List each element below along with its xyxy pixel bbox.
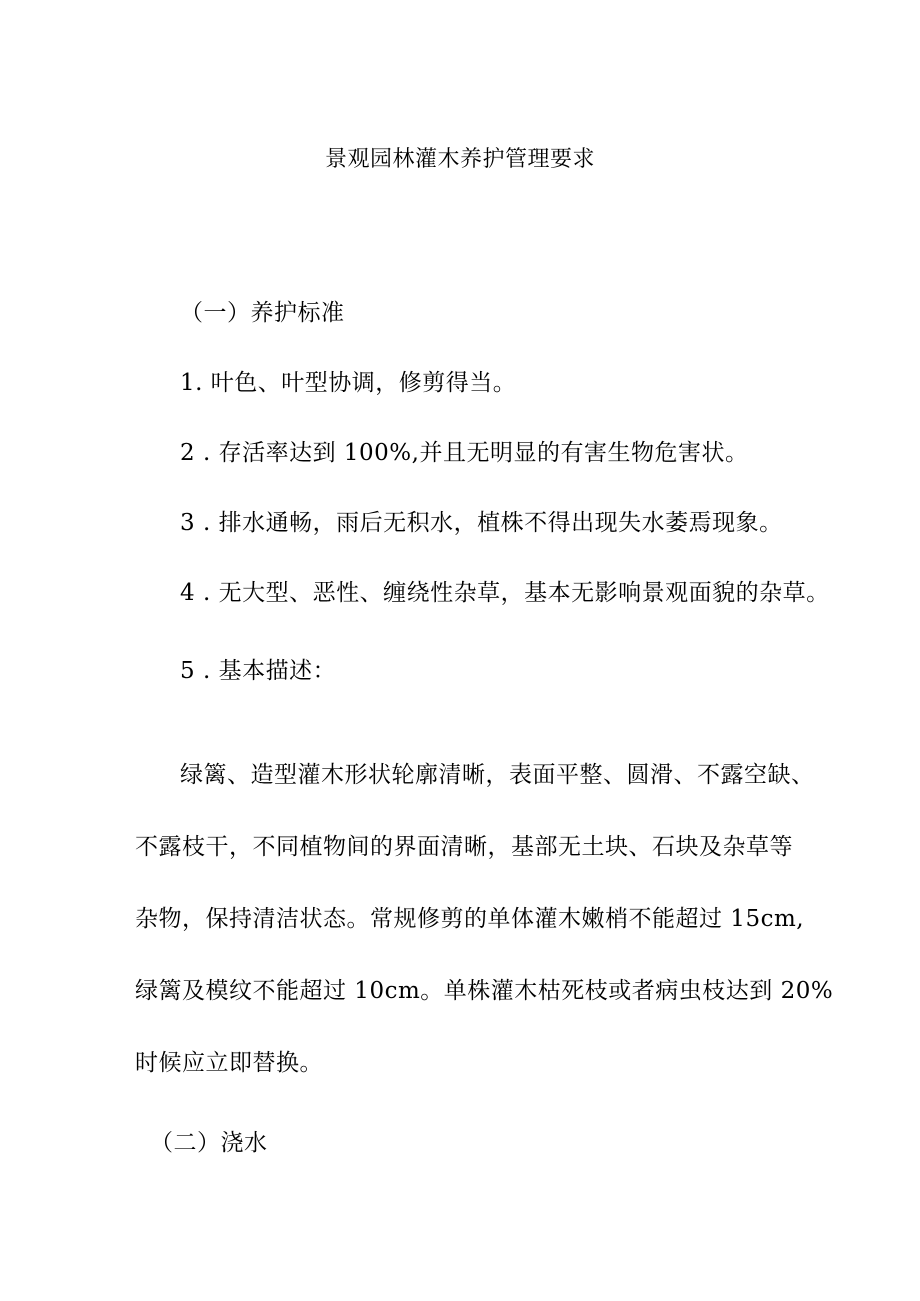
description-paragraph [135,760,834,1120]
section-heading-watering: （二）浇水 [150,1130,268,1156]
list-item: 5 . 基本描述： [180,658,337,684]
paragraph-line: 绿篱及模纹不能超过 10cm。单株灌木枯死枝或者病虫枝达到 20% [135,978,834,1004]
list-item: 2 . 存活率达到 100%,并且无明显的有害生物危害状。 [180,440,749,466]
paragraph-line: 杂物，保持清洁状态。常规修剪的单体灌木嫩梢不能超过 15cm, [135,906,805,932]
paragraph-line: 时候应立即替换。 [135,1050,323,1076]
list-item: 3 . 排水通畅，雨后无积水，植株不得出现失水萎焉现象。 [180,510,783,536]
paragraph-line: 绿篱、造型灌木形状轮廓清晰，表面平整、圆滑、不露空缺、 [180,762,815,788]
list-item: 4 . 无大型、恶性、缠绕性杂草，基本无影响景观面貌的杂草。 [180,580,830,606]
section-heading-maintenance-standard: （一）养护标准 [180,300,345,326]
document-title: 景观园林灌木养护管理要求 [324,147,595,172]
list-item: 1. 叶色、叶型协调，修剪得当。 [180,370,517,396]
paragraph-line: 不露枝干，不同植物间的界面清晰，基部无土块、石块及杂草等 [135,834,793,860]
